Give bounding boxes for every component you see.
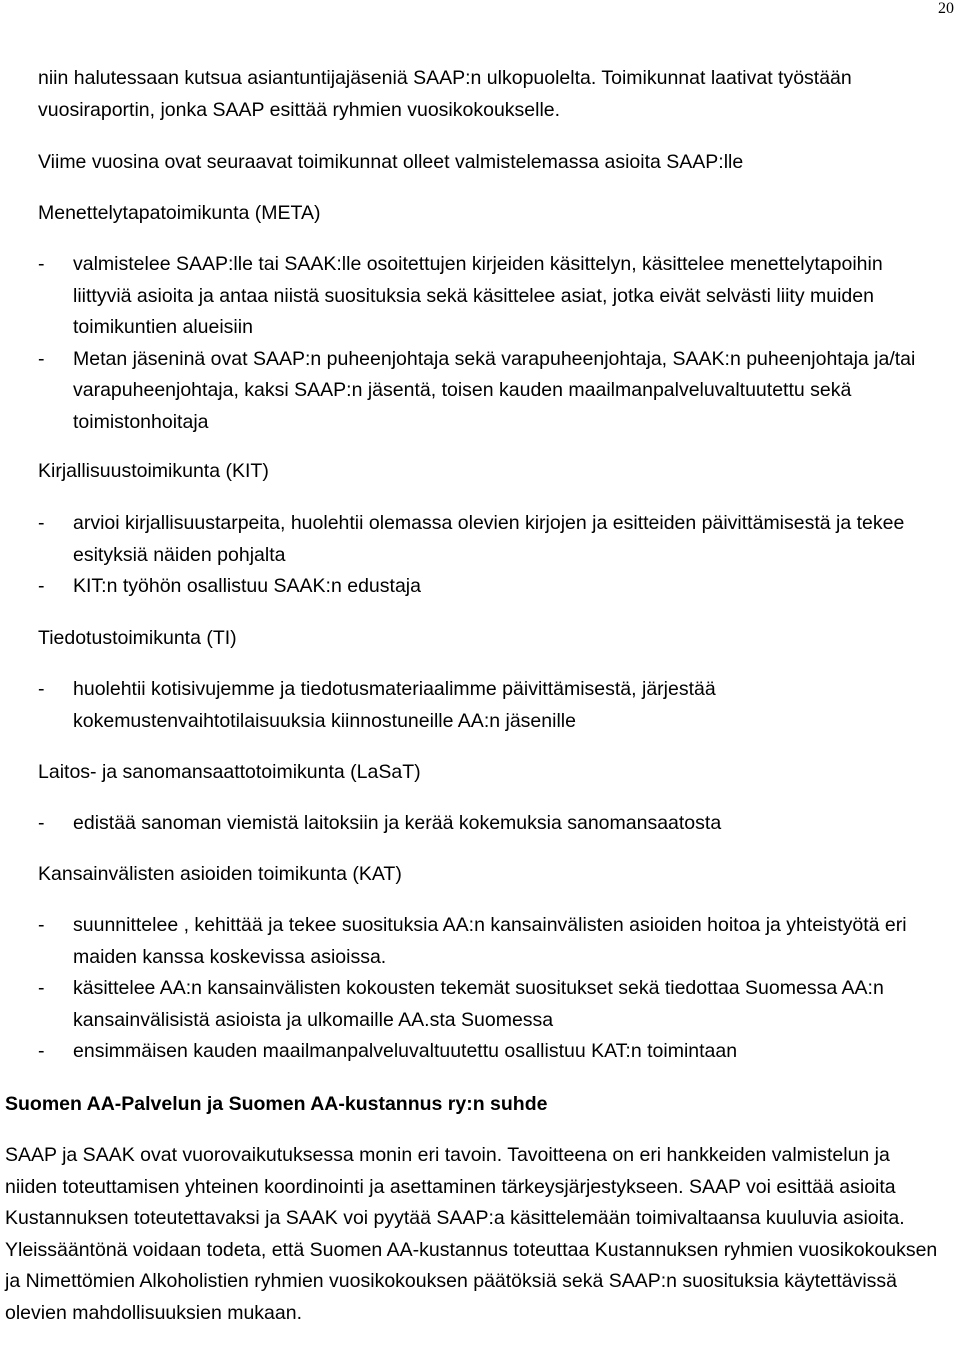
list-item-text: KIT:n työhön osallistuu SAAK:n edustaja [73,575,421,597]
list-item-text: edistää sanoman viemistä laitoksiin ja kerää kokemuksia sanomansaatosta [73,812,722,834]
list-item-text: arvioi kirjallisuustarpeita, huolehtii olemassa olevien kirjojen ja esitteiden päivittämisestä ja tekee esityksiä näiden pohjalta [73,512,905,566]
committee-heading-meta: Menettelytapatoimikunta (META) [38,202,321,224]
list-item [38,973,943,1036]
list-item [38,808,943,840]
list-item [38,571,943,603]
list-item [38,344,943,439]
list-item [38,249,943,344]
committee-heading-kat: Kansainvälisten asioiden toimikunta (KAT) [38,863,402,885]
list-item [38,1036,943,1068]
committee-list-lasat [38,808,943,840]
intro-paragraph: niin halutessaan kutsua asiantuntijajäseniä SAAP:n ulkopuolelta. Toimikunnat laativat työstään vuosiraportin, jonka SAAP esittää ryhmien vuosikokoukselle. [38,67,852,121]
dash-marker: - [38,678,45,700]
committee-list-ti [38,674,943,737]
list-item-text: käsittelee AA:n kansainvälisten kokousten tekemät suositukset sekä tiedottaa Suomessa AA:n kansainvälisistä asioista ja ulkomaille AA.sta Suomessa [73,977,884,1031]
final-paragraph: SAAP ja SAAK ovat vuorovaikutuksessa monin eri tavoin. Tavoitteena on eri hankkeiden valmistelun ja niiden toteuttamisen yhteinen koordinointi ja asettaminen tärkeysjärjestykseen. SAAP voi esittää asioita Kustannuksen toteutettavaksi ja SAAK voi pyytää SAAP:a käsittelemään toimivaltaansa kuuluvia asioita. Yleissääntönä voidaan todeta, että Suomen AA-kustannus toteuttaa Kustannuksen ryhmien vuosikokouksen ja Nimettömien Alkoholistien ryhmien vuosikokouksen päätöksiä sekä SAAP:n suosituksia käytettävissä olevien mahdollisuuksien mukaan. [5,1144,938,1324]
section-title: Suomen AA-Palvelun ja Suomen AA-kustannus ry:n suhde [5,1093,548,1115]
committee-list-kat [38,910,943,1068]
committees-intro: Viime vuosina ovat seuraavat toimikunnat olleet valmistelemassa asioita SAAP:lle [38,151,744,173]
committee-list-meta [38,249,943,438]
list-item-text: valmistelee SAAP:lle tai SAAK:lle osoitettujen kirjeiden käsittelyn, käsittelee menettelytapoihin liittyviä asioita ja antaa niistä suosituksia sekä käsittelee asiat, jotka eivät selvästi liity muiden toimikuntien alueisiin [73,253,883,338]
committee-heading-kit: Kirjallisuustoimikunta (KIT) [38,460,269,482]
list-item-text: huolehtii kotisivujemme ja tiedotusmateriaalimme päivittämisestä, järjestää kokemustenvaihtotilaisuuksia kiinnostuneille AA:n jäsenille [73,678,716,732]
list-item-text: suunnittelee , kehittää ja tekee suosituksia AA:n kansainvälisten asioiden hoitoa ja yhteistyötä eri maiden kanssa koskevissa asioissa. [73,914,907,968]
committee-heading-ti: Tiedotustoimikunta (TI) [38,627,237,649]
list-item [38,674,943,737]
dash-marker: - [38,914,45,936]
page-number: 20 [938,0,954,17]
committee-heading-lasat: Laitos- ja sanomansaattotoimikunta (LaSaT) [38,761,421,783]
list-item [38,910,943,973]
list-item-text: ensimmäisen kauden maailmanpalveluvaltuutettu osallistuu KAT:n toimintaan [73,1040,738,1062]
dash-marker: - [38,575,45,597]
committee-list-kit [38,508,943,603]
dash-marker: - [38,347,45,370]
list-item-text: Metan jäseninä ovat SAAP:n puheenjohtaja sekä varapuheenjohtaja, SAAK:n puheenjohtaja ja/tai varapuheenjohtaja, kaksi SAAP:n jäsentä, toisen kauden maailmanpalveluvaltuutettu sekä toimistonhoitaja [73,347,916,433]
dash-marker: - [38,977,45,999]
dash-marker: - [38,812,45,834]
dash-marker: - [38,512,45,534]
dash-marker: - [38,253,45,275]
list-item [38,508,943,571]
dash-marker: - [38,1040,45,1062]
